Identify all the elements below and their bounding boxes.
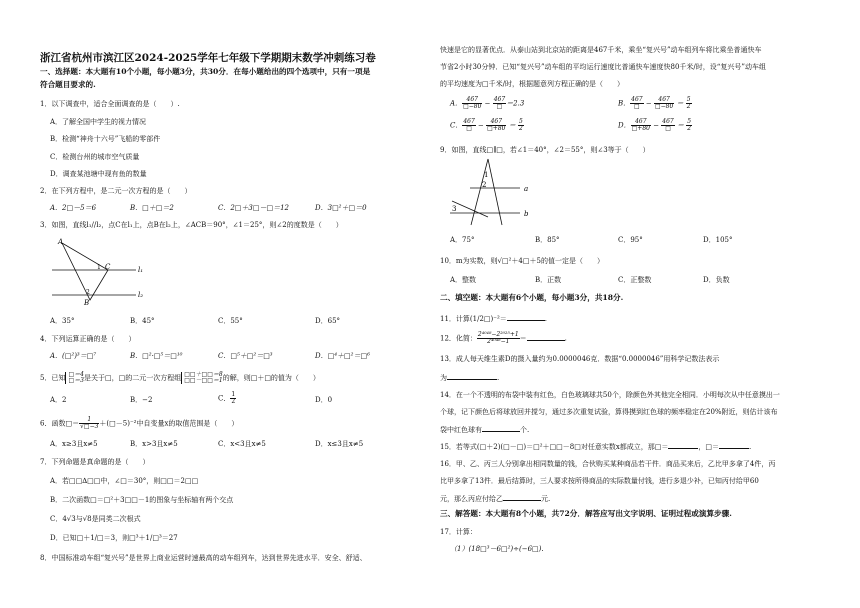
section-3-heading: 三、解答题：本大题有8个小题，共72分．解答应写出文字说明、证明过程或演算步骤. <box>440 509 732 518</box>
section-2-heading: 二、填空题：本大题有6个小题，每小题3分，共18分. <box>440 293 624 302</box>
question-14-line-3: 袋中红色球有 个. <box>440 426 530 434</box>
question-4-option-a: A．(□²)³＝□⁷ <box>50 352 97 360</box>
angle-1-label: 1 <box>97 264 101 271</box>
question-5-option-c: C． $\frac{1}{2}$ <box>218 391 236 405</box>
question-3-figure <box>50 234 150 306</box>
section-1-heading-cont: 符合题目要求的. <box>40 80 96 89</box>
question-3-option-d: D．65° <box>315 317 341 325</box>
transversal-2 <box>488 159 502 225</box>
question-9-option-d: D．105° <box>703 236 733 244</box>
question-4-stem: 4．下列运算正确的是（ ） <box>40 335 136 343</box>
answer-blank-n[interactable] <box>719 441 749 449</box>
question-8-line-4: 的平均速度为□千米/时，根据题意列方程正确的是（ ） <box>440 80 624 88</box>
question-5-option-a: A．2 <box>50 396 67 404</box>
question-13-line-1: 13．成人每天维生素D的摄入量约为0.0000046克．数据“0.0000046”用科学记数法表示 <box>440 355 720 363</box>
label-b: B <box>84 299 90 306</box>
answer-blank[interactable] <box>527 333 565 341</box>
answer-blank[interactable] <box>503 493 541 501</box>
question-14-line-2: 个球，记下颜色后将球放回并搅匀，通过多次重复试验，算得摸到红色球的频率稳定在20%附近，则估计该布 <box>440 408 778 416</box>
label-l1: l₁ <box>138 266 144 274</box>
question-16-line-3: 元，那么丙应付给乙 元. <box>440 495 551 503</box>
question-16-line-2: 比甲多拿了13件．最后结算时，三人要求按所得商品的实际数量付钱，进行多退少补，已知丙付给甲60 <box>440 477 759 485</box>
question-9-option-a: A．75° <box>450 236 475 244</box>
question-8-option-a: A． $\frac{467}{□-80}$ − $\frac{467}{□}$ ＝2.3 <box>450 96 525 110</box>
question-3-option-b: B．45° <box>130 317 155 325</box>
question-6-option-d: D．x≤3且x≠5 <box>315 440 364 448</box>
label-c: C <box>105 263 111 271</box>
question-10-option-b: B．正数 <box>535 276 562 284</box>
angle-1-label: 1 <box>484 171 489 179</box>
transversal-3 <box>452 201 488 217</box>
question-8-option-d: D． $\frac{467}{□+80}$ − $\frac{467}{□}$ ＝ $\frac{5}{2}$ <box>618 118 692 132</box>
question-5-system: □□＋□□＝8 □□－□□＝1 <box>181 372 223 384</box>
question-7-option-a: A．若□□∆□□中，∠□＝30°，则□□＝2□□ <box>50 477 199 485</box>
angle-3-label: 3 <box>452 205 457 213</box>
question-7-option-c: C．4√3与√8是同类二次根式 <box>50 515 141 523</box>
question-5-option-b: B．−2 <box>130 396 153 404</box>
question-10-option-a: A．整数 <box>450 276 477 284</box>
question-7-option-b: B．二次函数□＝□²＋3□□－1的图象与坐标轴有两个交点 <box>50 496 234 504</box>
question-1-option-a: A．了解全国中学生的视力情况 <box>50 118 147 126</box>
question-2-option-d: D．3□²＋□＝0 <box>315 204 367 212</box>
question-2-stem: 2．在下列方程中，是二元一次方程的是（ ） <box>40 187 192 195</box>
answer-blank[interactable] <box>482 424 520 432</box>
answer-blank-m[interactable] <box>668 441 698 449</box>
question-8-option-b: B． $\frac{467}{□}$ − $\frac{467}{□-80}$ ＝ $\frac{5}{2}$ <box>618 96 691 110</box>
transversal-1 <box>471 159 488 225</box>
answer-blank[interactable] <box>447 372 497 380</box>
question-2-option-a: A．2□－5＝6 <box>50 204 97 212</box>
question-6-option-a: A．x≥3且x≠5 <box>50 440 98 448</box>
question-8-line-2: 快速是它的显著优点．从泰山站到北京站的距离是467千米，乘坐“复兴号”动车组列车将比乘坐普通快车 <box>440 46 762 54</box>
question-10-option-c: C．正整数 <box>618 276 652 284</box>
question-4-option-d: D．□⁴＋□²＝□⁶ <box>315 352 370 360</box>
angle-2-label: 2 <box>86 289 90 296</box>
question-1-option-d: D．调查某池塘中现有鱼的数量 <box>50 170 147 178</box>
question-13-line-2: 为 . <box>440 374 500 382</box>
question-1-option-b: B．检测“神舟十六号”飞船的零部件 <box>50 135 161 143</box>
question-5-stem: 5．已知 □＝4 □＝3 是关于□，□的二元一次方程组 □□＋□□＝8 □□－□□＝1 的解，则□＋□的值为（ ） <box>40 371 320 384</box>
question-17-stem: 17．计算： <box>440 528 477 536</box>
question-5-solution: □＝4 □＝3 <box>65 372 84 384</box>
question-8-option-c: C． $\frac{467}{□}$ − $\frac{467}{□+80}$ ＝ $\frac{5}{2}$ <box>450 118 523 132</box>
question-9-option-c: C．95° <box>618 236 643 244</box>
question-8-line-3: 节省2小时30分钟．已知“复兴号”动车组的平均运行速度比普通快车速度快80千米/时，设“复兴号”动车组 <box>440 63 766 71</box>
page-title: 浙江省杭州市滨江区2024-2025学年七年级下学期期末数学冲刺练习卷 <box>40 52 376 64</box>
question-9-figure <box>448 157 558 227</box>
question-1-option-c: C．检测台州的城市空气质量 <box>50 153 140 161</box>
question-17-part-1: （1）(18□³－6□²)÷(−6□). <box>450 545 544 553</box>
question-14-line-1: 14．在一个不透明的布袋中装有红色，白色玻璃球共50个，除颜色外其他完全相同．小明每次从中任意摸出一 <box>440 391 780 399</box>
question-15: 15．若等式(□＋2)(□－□)＝□²＋□□－8□对任意实数x都成立，那□＝ ，□＝ . <box>440 443 752 451</box>
question-5-option-d: D．0 <box>315 396 333 404</box>
question-9-option-b: B．85° <box>535 236 560 244</box>
section-1-heading: 一、选择题：本大题有10个小题，每小题3分，共30分．在每小题给出的四个选项中，只有一项是 <box>40 67 371 76</box>
question-6-option-c: C．x<3且x≠5 <box>218 440 266 448</box>
label-l2: l₂ <box>138 291 144 299</box>
question-10-stem: 10．m为实数，则√□²＋4□＋5的值一定是（ ） <box>440 257 604 265</box>
question-3-option-c: C．55° <box>218 317 243 325</box>
question-6-option-b: B．x>3且x≠5 <box>130 440 178 448</box>
question-7-option-d: D．已知□＋1/□＝3，则□³＋1/□³＝27 <box>50 534 178 542</box>
question-4-option-c: C．□⁵＋□²＝□³ <box>218 352 273 360</box>
label-b: b <box>524 210 529 218</box>
question-3-option-a: A．35° <box>50 317 75 325</box>
question-12: 12．化简： $\frac{\text{2⁴⁰⁴⁸−2²⁰²⁵+1}}{\text{2⁴⁰⁴⁸−1}}$ ＝ . <box>440 331 567 345</box>
question-6-stem: 6．函数□＝ $\frac{1}{√□-3}$ ＋(□－5)⁻²中自变量x的取值范围是（ ） <box>40 416 239 430</box>
question-3-stem: 3．如图，直线l₁//l₂，点C在l₁上，点B在l₂上，∠ACB＝90°，∠1＝25°，则∠2的度数是（ ） <box>40 221 343 229</box>
question-10-option-d: D．负数 <box>703 276 730 284</box>
question-2-option-c: C．2□＋3□－□＝12 <box>218 204 290 212</box>
angle-2-label: 2 <box>482 181 487 189</box>
question-8-line-1: 8．中国标准动车组“复兴号”是世界上商业运营时速最高的动车组列车，达到世界先进水平．安全、舒适、 <box>40 554 367 562</box>
answer-blank[interactable] <box>507 313 545 321</box>
question-2-option-b: B．□＋□＝2 <box>130 204 174 212</box>
question-16-line-1: 16．甲、乙、丙三人分别拿出相同数量的钱，合伙购买某种商品若干件．商品买来后，乙比甲多拿了4件，丙 <box>440 460 776 468</box>
question-1-stem: 1．以下调查中，适合全面调查的是（ ）. <box>40 100 180 108</box>
question-4-option-b: B．□²·□⁵＝□¹⁰ <box>130 352 183 360</box>
question-11: 11．计算(1/2□)⁻²＝ . <box>440 315 547 323</box>
question-7-stem: 7．下列命题是真命题的是（ ） <box>40 458 150 466</box>
label-a: A <box>58 238 64 246</box>
triangle-acb <box>62 243 108 300</box>
label-a: a <box>524 185 529 193</box>
question-9-stem: 9．如图，直线□∥□，若∠1＝40°，∠2＝55°，则∠3等于（ ） <box>440 146 650 154</box>
